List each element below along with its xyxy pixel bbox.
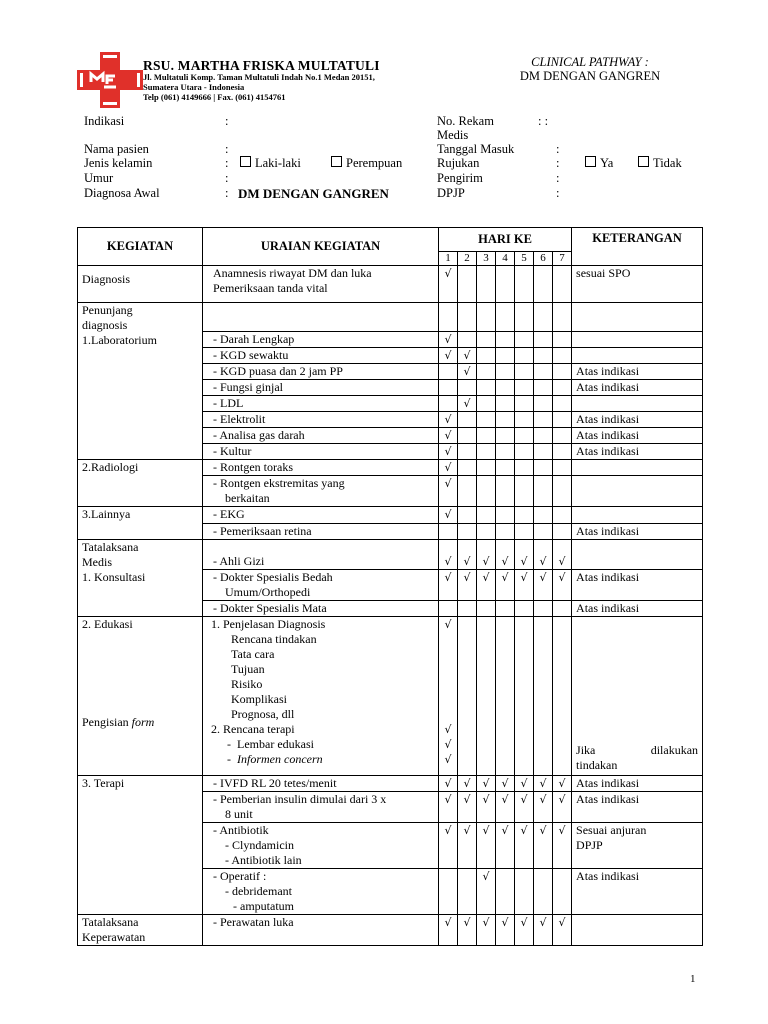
day-check: √: [458, 540, 477, 570]
day-check: √: [515, 570, 534, 601]
uraian-cell: - Fungsi ginjal: [203, 380, 439, 396]
day-check: √: [553, 540, 572, 570]
day-check: √: [439, 266, 458, 303]
uraian-cell: - Pemeriksaan retina: [203, 524, 439, 540]
keterangan-cell: Atas indikasi: [572, 524, 703, 540]
keterangan-cell: [572, 823, 703, 869]
day-check: √: [515, 792, 534, 823]
day-check: √: [458, 776, 477, 792]
day-check: √: [496, 776, 515, 792]
checkbox-icon: [585, 156, 596, 167]
option-label: Ya: [600, 156, 614, 170]
kegiatan-line: Penunjang: [82, 303, 133, 317]
kegiatan-line: Tatalaksana: [82, 915, 139, 929]
uraian-line: Tujuan: [231, 662, 265, 676]
table-row: [78, 303, 703, 332]
hospital-name: RSU. MARTHA FRISKA MULTATULI: [143, 58, 380, 73]
keterangan-word: dilakukan: [650, 743, 699, 757]
keterangan-line: [576, 743, 698, 758]
uraian-line: Komplikasi: [231, 692, 287, 706]
diagnosa-awal-value: DM DENGAN GANGREN: [238, 186, 389, 201]
day-check: √: [477, 540, 496, 570]
header-kegiatan: KEGIATAN: [78, 228, 203, 266]
option-perempuan[interactable]: [331, 156, 402, 171]
day-number: 3: [477, 251, 496, 265]
uraian-cell: - Perawatan luka: [203, 915, 439, 946]
day-check: √: [439, 428, 458, 444]
uraian-line: - Dokter Spesialis Bedah: [213, 570, 333, 584]
day-check: √: [458, 823, 477, 869]
uraian-line: 8 unit: [225, 807, 253, 821]
keterangan-cell: Atas indikasi: [572, 869, 703, 915]
uraian-line: Risiko: [231, 677, 263, 691]
day-check: √: [534, 570, 553, 601]
day-check: √: [553, 915, 572, 946]
day-number: 5: [515, 251, 534, 265]
kegiatan-cell: [78, 540, 203, 617]
keterangan-cell: Atas indikasi: [572, 601, 703, 617]
uraian-line: 1. Penjelasan Diagnosis: [211, 617, 326, 631]
uraian-line: Pemeriksaan tanda vital: [213, 281, 328, 295]
day-check: √: [515, 776, 534, 792]
day-number: 6: [534, 251, 553, 265]
keterangan-cell: Atas indikasi: [572, 412, 703, 428]
day-number: 2: [458, 251, 477, 265]
uraian-cell: - LDL: [203, 396, 439, 412]
day-check: √: [439, 507, 458, 524]
day-check: √: [458, 915, 477, 946]
document-title: CLINICAL PATHWAY :: [531, 55, 649, 69]
uraian-cell: [203, 617, 439, 776]
day-check: √: [553, 776, 572, 792]
uraian-cell: - Ahli Gizi: [203, 540, 439, 570]
kegiatan-cell: [78, 303, 203, 460]
keterangan-cell: Atas indikasi: [572, 444, 703, 460]
keterangan-cell: Atas indikasi: [572, 364, 703, 380]
keterangan-word: Jika: [576, 743, 596, 757]
keterangan-line: DPJP: [576, 838, 603, 852]
uraian-line: Prognosa, dll: [231, 707, 295, 721]
day-check: √: [553, 823, 572, 869]
label-dpjp: DPJP: [437, 186, 465, 200]
kegiatan-cell: 2.Radiologi: [78, 460, 203, 507]
colon: :: [225, 171, 229, 185]
keterangan-cell: sesuai SPO: [572, 266, 703, 303]
day-check-column: [439, 617, 458, 776]
label-diagnosa-awal: Diagnosa Awal: [84, 186, 160, 200]
colon: :: [556, 156, 560, 170]
kegiatan-line: diagnosis: [82, 318, 128, 332]
option-label: Perempuan: [346, 156, 403, 170]
uraian-line: - Antibiotik: [213, 823, 269, 837]
option-label: Tidak: [653, 156, 682, 170]
day-check: √: [439, 792, 458, 823]
checkbox-icon: [331, 156, 342, 167]
day-check: √: [477, 915, 496, 946]
keterangan-cell: [572, 617, 703, 776]
label-jenis-kelamin: Jenis kelamin: [84, 156, 153, 170]
kegiatan-line: [82, 715, 154, 730]
uraian-line: Anamnesis riwayat DM dan luka: [213, 266, 372, 280]
day-check: √: [444, 723, 452, 736]
kegiatan-line: Medis: [82, 555, 112, 569]
header-uraian: URAIAN KEGIATAN: [203, 228, 439, 266]
option-label: Laki-laki: [255, 156, 301, 170]
uraian-cell: - Analisa gas darah: [203, 428, 439, 444]
uraian-cell: [203, 869, 439, 915]
label-rujukan: Rujukan: [437, 156, 480, 170]
keterangan-cell: Atas indikasi: [572, 570, 703, 601]
day-check: √: [534, 823, 553, 869]
kegiatan-line: 2. Edukasi: [82, 617, 133, 631]
table-row: [78, 266, 703, 303]
day-check: √: [439, 915, 458, 946]
day-check: √: [553, 792, 572, 823]
colon: :: [225, 114, 229, 128]
uraian-cell: [203, 792, 439, 823]
uraian-line: berkaitan: [225, 491, 270, 505]
uraian-line: Umum/Orthopedi: [225, 585, 311, 599]
kegiatan-line: Keperawatan: [82, 930, 146, 944]
header-hari-ke: HARI KE: [439, 228, 572, 252]
keterangan-cell: Atas indikasi: [572, 792, 703, 823]
uraian-cell: - EKG: [203, 507, 439, 524]
day-check: √: [439, 570, 458, 601]
day-check: √: [496, 792, 515, 823]
colon: :: [556, 142, 560, 156]
colon: :: [556, 186, 560, 200]
uraian-line: - Operatif :: [213, 869, 267, 883]
day-check: √: [534, 540, 553, 570]
uraian-cell: - KGD sewaktu: [203, 348, 439, 364]
label-nama-pasien: Nama pasien: [84, 142, 149, 156]
colon: :: [225, 156, 229, 170]
uraian-cell: - Darah Lengkap: [203, 332, 439, 348]
day-number: 1: [439, 251, 458, 265]
kegiatan-line: 1.Laboratorium: [82, 333, 157, 347]
day-check: √: [439, 540, 458, 570]
day-check: √: [444, 618, 452, 631]
day-check: √: [444, 738, 452, 751]
label-medis: Medis: [437, 128, 469, 142]
day-check: √: [534, 915, 553, 946]
label-tanggal-masuk: Tanggal Masuk: [437, 142, 515, 156]
label-umur: Umur: [84, 171, 114, 185]
day-check: √: [458, 396, 477, 412]
checkbox-icon: [638, 156, 649, 167]
day-check: √: [439, 348, 458, 364]
uraian-line: - debridemant: [225, 884, 292, 898]
uraian-line: - Pemberian insulin dimulai dari 3 x: [213, 792, 387, 806]
day-check: √: [534, 776, 553, 792]
day-check: √: [553, 570, 572, 601]
keterangan-line: tindakan: [576, 758, 618, 772]
day-check: √: [477, 570, 496, 601]
kegiatan-cell: Diagnosis: [78, 266, 203, 303]
day-check: √: [458, 348, 477, 364]
clinical-pathway-table: [77, 227, 703, 946]
uraian-line: 2. Rencana terapi: [211, 722, 295, 736]
option-ya[interactable]: [585, 156, 613, 171]
hospital-logo: [77, 52, 143, 108]
day-check: √: [496, 570, 515, 601]
header-row: [78, 228, 703, 252]
colon: : :: [538, 114, 549, 128]
uraian-cell: - Elektrolit: [203, 412, 439, 428]
table-row: [78, 507, 703, 524]
keterangan-line: Sesuai anjuran: [576, 823, 647, 837]
uraian-line: - amputatum: [233, 899, 294, 913]
uraian-line: Rencana tindakan: [231, 632, 317, 646]
colon: :: [225, 142, 229, 156]
kegiatan-cell: [78, 617, 203, 776]
day-check: √: [439, 460, 458, 476]
day-check: √: [439, 476, 458, 507]
document-subtitle: DM DENGAN GANGREN: [519, 69, 661, 83]
uraian-cell: [203, 570, 439, 601]
day-check: √: [534, 792, 553, 823]
day-check: √: [496, 823, 515, 869]
colon: :: [556, 171, 560, 185]
day-check: √: [515, 540, 534, 570]
colon: :: [225, 186, 229, 200]
uraian-line: - Lembar edukasi: [227, 737, 314, 751]
uraian-cell: [203, 266, 439, 303]
day-number: 4: [496, 251, 515, 265]
day-check: √: [458, 570, 477, 601]
day-check: √: [439, 444, 458, 460]
day-check: √: [444, 753, 452, 766]
uraian-italic: Informen concern: [237, 752, 323, 766]
day-check: √: [477, 823, 496, 869]
uraian-cell: [203, 476, 439, 507]
kegiatan-cell: 3.Lainnya: [78, 507, 203, 540]
kegiatan-text: Pengisian: [82, 715, 132, 729]
day-check: √: [496, 540, 515, 570]
uraian-line: Tata cara: [231, 647, 275, 661]
uraian-line: - Antibiotik lain: [225, 853, 302, 867]
table-row: [78, 915, 703, 946]
uraian-cell: - Rontgen toraks: [203, 460, 439, 476]
day-check: √: [515, 823, 534, 869]
page-number: 1: [690, 973, 696, 985]
table-row: [78, 460, 703, 476]
day-number: 7: [553, 251, 572, 265]
uraian-text: Lembar edukasi: [237, 737, 314, 751]
day-check: √: [515, 915, 534, 946]
label-indikasi: Indikasi: [84, 114, 125, 128]
uraian-line: - Clyndamicin: [225, 838, 294, 852]
keterangan-cell: Atas indikasi: [572, 776, 703, 792]
header-keterangan: KETERANGAN: [572, 228, 703, 266]
hospital-address: Jl. Multatuli Komp. Taman Multatuli Indah No.1 Medan 20151,: [143, 72, 375, 82]
label-pengirim: Pengirim: [437, 171, 483, 185]
day-check: √: [458, 364, 477, 380]
kegiatan-line: Tatalaksana: [82, 540, 139, 554]
day-check: √: [439, 412, 458, 428]
uraian-line: - Rontgen ekstremitas yang: [213, 476, 345, 490]
table-row: [78, 617, 703, 776]
kegiatan-italic: form: [131, 715, 155, 729]
kegiatan-cell: [78, 915, 203, 946]
uraian-line: - Informen concern: [227, 752, 323, 766]
uraian-cell: - Kultur: [203, 444, 439, 460]
kegiatan-line: 1. Konsultasi: [82, 570, 146, 584]
checkbox-icon: [240, 156, 251, 167]
hospital-phone: Telp (061) 4149666 | Fax. (061) 4154761: [143, 92, 286, 102]
day-check: √: [439, 776, 458, 792]
table-row: [78, 776, 703, 792]
keterangan-cell: Atas indikasi: [572, 380, 703, 396]
day-check: √: [477, 792, 496, 823]
table-row: [78, 540, 703, 570]
uraian-cell: - KGD puasa dan 2 jam PP: [203, 364, 439, 380]
label-no-rekam: No. Rekam: [437, 114, 494, 128]
uraian-cell: - Dokter Spesialis Mata: [203, 601, 439, 617]
option-laki-laki[interactable]: [240, 156, 301, 171]
day-check: √: [477, 776, 496, 792]
day-check: √: [458, 792, 477, 823]
hospital-region: Sumatera Utara - Indonesia: [143, 82, 245, 92]
day-check: √: [439, 332, 458, 348]
option-tidak[interactable]: [638, 156, 682, 171]
uraian-cell: - IVFD RL 20 tetes/menit: [203, 776, 439, 792]
day-check: √: [477, 869, 496, 915]
kegiatan-cell: 3. Terapi: [78, 776, 203, 915]
uraian-cell: [203, 823, 439, 869]
keterangan-cell: Atas indikasi: [572, 428, 703, 444]
day-check: √: [496, 915, 515, 946]
day-check: √: [439, 823, 458, 869]
